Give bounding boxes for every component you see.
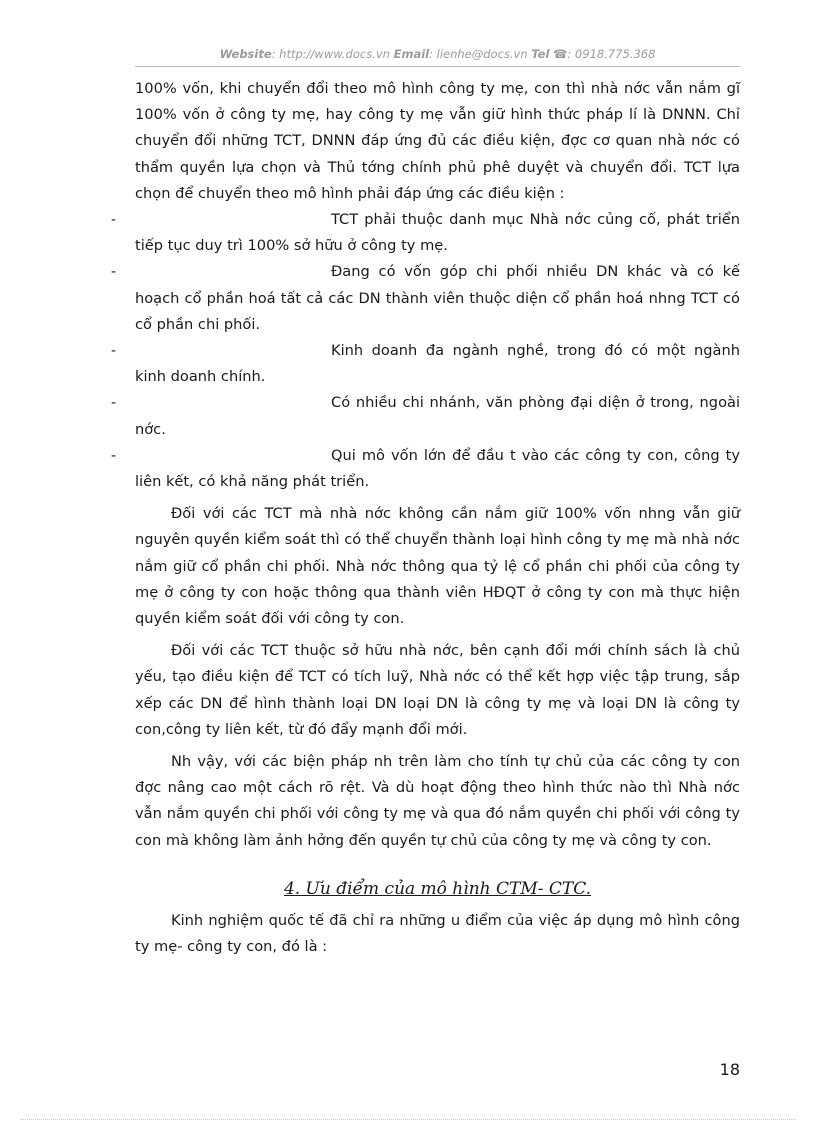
email-label: Email [393, 47, 430, 61]
tel-label: Tel [531, 47, 550, 61]
bullet-dash: - [111, 395, 117, 412]
bullet-text: Có nhiều chi nhánh, văn phòng đại diện ở trong, ngoài nớc. [135, 394, 740, 438]
header-divider [135, 66, 740, 67]
bullet-item-3 [111, 338, 740, 390]
paragraph-5: Kinh nghiệm quốc tế đã chỉ ra những u điểm của việc áp dụng mô hình công ty mẹ- công ty con, đó là : [135, 912, 740, 956]
email-value: : lienhe@docs.vn [429, 47, 528, 61]
bullet-text: TCT phải thuộc danh mục Nhà nớc củng cố, phát triển tiếp tục duy trì 100% sở hữu ở công ty mẹ. [135, 211, 740, 255]
website-value: : http://www.docs.vn [271, 47, 390, 61]
bullet-text: Qui mô vốn lớn để đầu t vào các công ty con, công ty liên kết, có khả năng phát triển. [135, 446, 740, 491]
paragraph-1: 100% vốn, khi chuyển đổi theo mô hình công ty mẹ, con thì nhà nớc vẫn nắm gĩ 100% vốn ở công ty mẹ, hay công ty mẹ vẫn giữ hình thức pháp lí là DNNN. Chỉ chuyển đổi những TCT, DNNN đáp ứng đủ các điều kiện, đợc cơ quan nhà nớc có thẩm quyền lựa chọn và Thủ tớng chính phủ phê duyệt và chuyển đổi. TCT lựa chọn để chuyển theo mô hình phải đáp ứng các điều kiện : [135, 80, 740, 202]
bullet-item-5 [111, 443, 740, 495]
bullet-item-4 [111, 390, 740, 442]
document-body [111, 76, 740, 961]
website-label: Website [219, 47, 272, 61]
paragraph-2: Đối với các TCT mà nhà nớc không cần nắm giữ 100% vốn nhng vẫn giữ nguyên quyền kiểm soát thì có thể chuyển thành loại hình công ty mẹ mà nhà nớc nắm giữ cổ phần chi phối. Nhà nớc thông qua tỷ lệ cổ phần chi phối của công ty mẹ ở công ty con hoặc thông qua thành viên HĐQT ở công ty con mà thực hiện quyền kiểm soát đối với công ty con. [135, 505, 740, 628]
bullet-item-1 [111, 207, 740, 259]
paragraph-4: Nh vậy, với các biện pháp nh trên làm cho tính tự chủ của các công ty con đợc nâng cao một cách rõ rệt. Và dù hoạt động theo hình thức nào thì Nhà nớc vẫn nắm quyền chi phối với công ty mẹ và qua đó nắm quyền chi phối với công ty con mà không làm ảnh hởng đến quyền tự chủ của công ty mẹ và công ty con. [135, 753, 740, 849]
bullet-dash: - [111, 343, 117, 360]
bullet-item-2 [111, 259, 740, 338]
bullet-dash: - [111, 447, 117, 464]
bullet-text: Đang có vốn góp chi phối nhiều DN khác và có kế hoạch cổ phần hoá tất cả các DN thành viên thuộc diện cổ phần hoá nhng TCT có cổ phần chi phối. [135, 263, 740, 333]
footer-divider [20, 1119, 796, 1120]
bullet-dash: - [111, 212, 117, 229]
bullet-text: Kinh doanh đa ngành nghề, trong đó có một ngành kinh doanh chính. [135, 342, 740, 386]
paragraph-3: Đối với các TCT thuộc sở hữu nhà nớc, bên cạnh đổi mới chính sách là chủ yếu, tạo điều kiện để TCT có tích luỹ, Nhà nớc có thể kết hợp việc tập trung, sắp xếp các DN để hình thành loại DN loại DN là công ty mẹ và loại DN là công ty con,công ty liên kết, từ đó đẩy mạnh đổi mới. [135, 642, 740, 738]
page-number: 18 [719, 1060, 740, 1079]
section-heading: 4. Ưu điểm của mô hình CTM- CTC. [283, 878, 592, 899]
page-header [135, 47, 740, 61]
tel-value: : 0918.775.368 [567, 47, 656, 61]
phone-icon: ☎ [553, 47, 568, 61]
bullet-dash: - [111, 264, 117, 281]
